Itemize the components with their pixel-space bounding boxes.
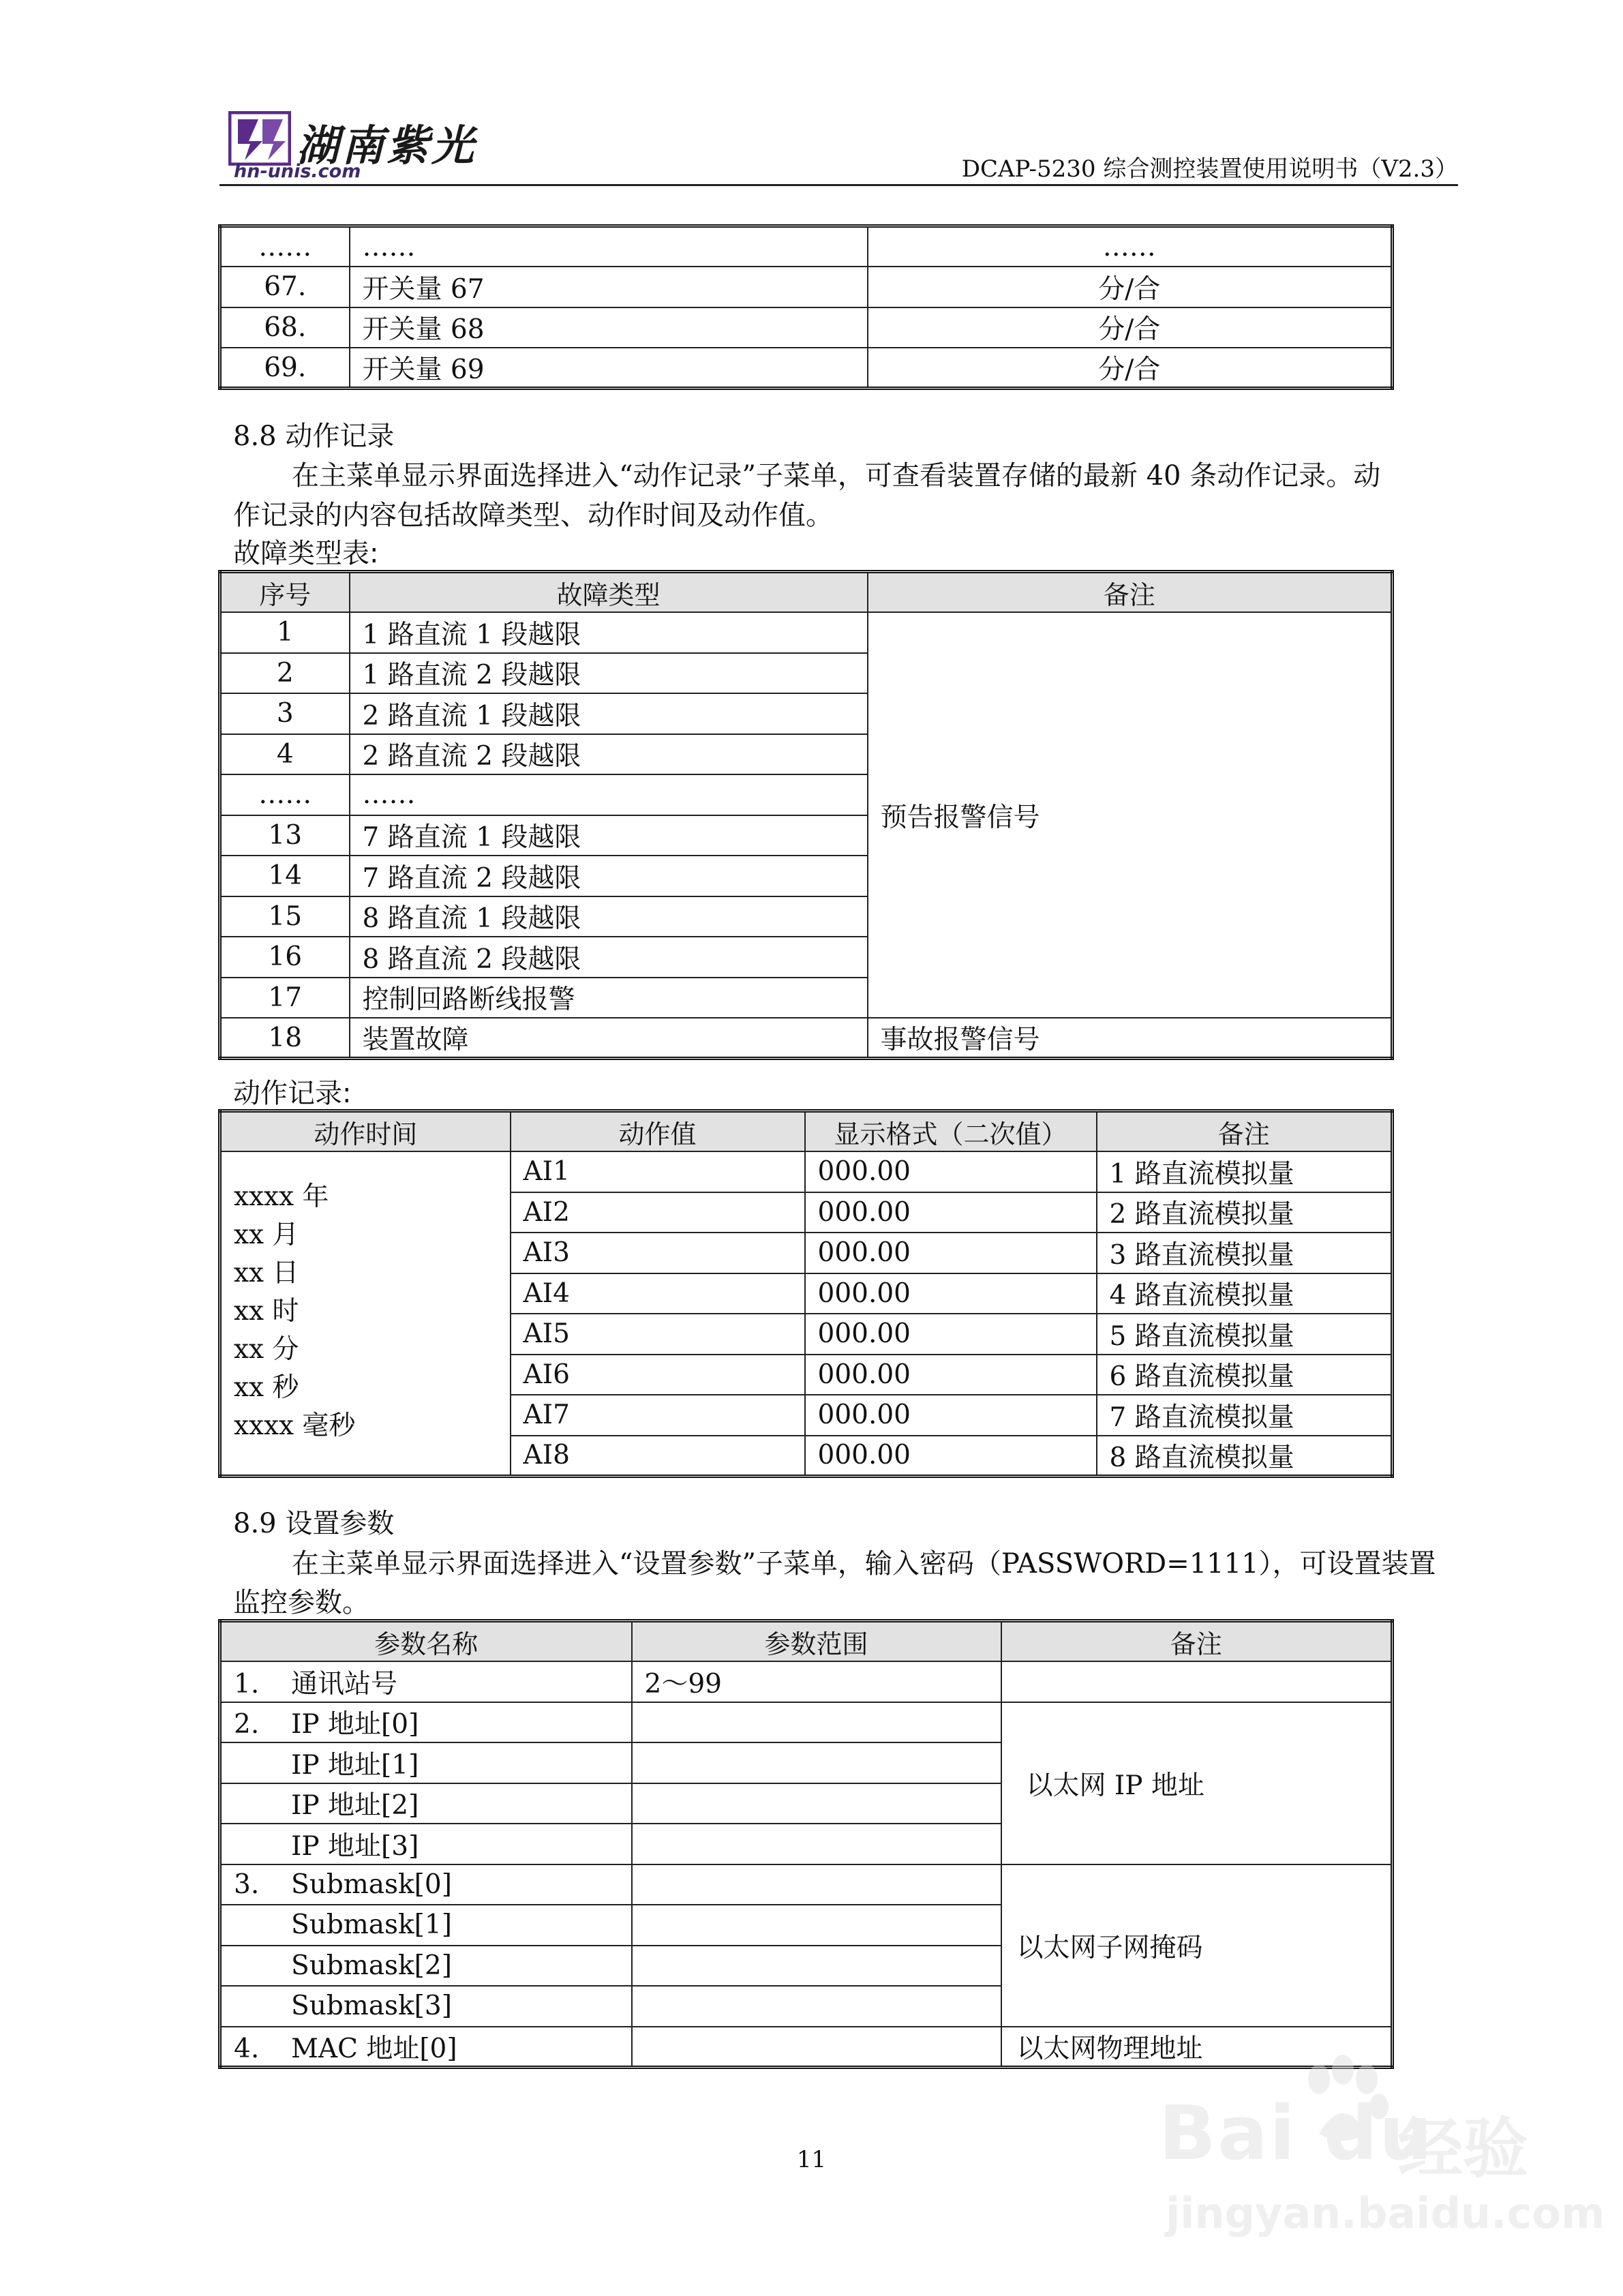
section-heading-8-8: 8.8 动作记录 (233, 421, 395, 452)
row-number-cell: …… (220, 226, 350, 267)
fault-type-cell: 2 路直流 1 段越限 (350, 693, 868, 734)
action-table-label: 动作记录: (233, 1078, 352, 1109)
param-range-cell (632, 1824, 1001, 1864)
action-note-cell: 4 路直流模拟量 (1097, 1273, 1393, 1314)
row-number-cell: 67. (220, 267, 350, 307)
section-heading-text: 设置参数 (285, 1508, 395, 1539)
param-name-cell: 1. 通讯站号 (220, 1661, 632, 1702)
row-name-cell: 开关量 69 (350, 348, 868, 389)
parameter-table (218, 1619, 1394, 2069)
action-note-cell: 3 路直流模拟量 (1097, 1233, 1393, 1273)
time-field-line: xxxx 毫秒 (234, 1410, 356, 1441)
fault-table-label: 故障类型表: (233, 538, 379, 569)
row-state-cell: 分/合 (868, 348, 1393, 389)
switch-table-body (220, 226, 1393, 389)
fault-type-cell: 8 路直流 2 段越限 (350, 937, 868, 978)
action-note-cell: 5 路直流模拟量 (1097, 1314, 1393, 1355)
display-format-cell: 000.00 (805, 1192, 1097, 1233)
param-name-cell: Submask[3] (220, 1986, 632, 2027)
row-name-cell: 开关量 68 (350, 307, 868, 348)
param-note-cell: 以太网子网掩码 (1001, 1864, 1393, 2027)
fault-note-cell: 事故报警信号 (868, 1018, 1393, 1059)
section-heading-text: 动作记录 (285, 421, 395, 452)
param-range-cell (632, 1742, 1001, 1783)
fault-number-cell: 14 (220, 856, 350, 896)
document-title: DCAP-5230 综合测控装置使用说明书（V2.3） (961, 155, 1458, 183)
action-value-cell: AI2 (511, 1192, 805, 1233)
paragraph-line: 在主菜单显示界面选择进入“动作记录”子菜单，可查看装置存储的最新 40 条动作记录。动 (292, 460, 1381, 492)
param-range-cell (632, 1986, 1001, 2027)
action-note-cell: 1 路直流模拟量 (1097, 1151, 1393, 1192)
param-name-cell: IP 地址[3] (220, 1824, 632, 1864)
fault-type-cell: 1 路直流 2 段越限 (350, 653, 868, 694)
param-range-cell (632, 2027, 1001, 2068)
column-header: 参数范围 (632, 1621, 1001, 1662)
fault-number-cell: 18 (220, 1018, 350, 1059)
company-name: 湖南紫光 (297, 121, 477, 170)
param-note-cell (1001, 1661, 1393, 1702)
fault-number-cell: 3 (220, 693, 350, 734)
fault-type-table (218, 570, 1394, 1060)
baidu-watermark (1159, 2052, 1605, 2256)
fault-type-cell: 1 路直流 1 段越限 (350, 612, 868, 653)
paragraph-line: 作记录的内容包括故障类型、动作时间及动作值。 (233, 500, 833, 531)
fault-type-cell: 2 路直流 2 段越限 (350, 734, 868, 775)
fault-number-cell: 13 (220, 815, 350, 856)
column-header: 备注 (868, 572, 1393, 613)
column-header: 显示格式（二次值） (805, 1111, 1097, 1152)
column-header: 参数名称 (220, 1621, 632, 1662)
fault-number-cell: 16 (220, 937, 350, 978)
section-heading-8-9: 8.9 设置参数 (233, 1508, 395, 1539)
display-format-cell: 000.00 (805, 1314, 1097, 1355)
display-format-cell: 000.00 (805, 1233, 1097, 1273)
display-format-cell: 000.00 (805, 1395, 1097, 1436)
param-range-cell (632, 1905, 1001, 1946)
fault-type-cell: 控制回路断线报警 (350, 978, 868, 1018)
table-row (220, 1702, 1393, 1743)
table-row (220, 1661, 1393, 1702)
row-name-cell: …… (350, 226, 868, 267)
display-format-cell: 000.00 (805, 1273, 1097, 1314)
switch-table (218, 224, 1394, 390)
fault-number-cell: 15 (220, 896, 350, 937)
action-value-cell: AI8 (511, 1436, 805, 1477)
paragraph-line: 监控参数。 (233, 1587, 369, 1618)
action-value-cell: AI6 (511, 1355, 805, 1395)
time-field-line: xx 月 (234, 1220, 299, 1250)
column-header: 序号 (220, 572, 350, 613)
table-row (220, 267, 1393, 307)
table-row (220, 612, 1393, 653)
page-number: 11 (796, 2146, 827, 2173)
row-state-cell: …… (868, 226, 1393, 267)
column-header: 备注 (1001, 1621, 1393, 1662)
action-value-cell: AI5 (511, 1314, 805, 1355)
fault-number-cell: 4 (220, 734, 350, 775)
action-value-cell: AI1 (511, 1151, 805, 1192)
column-header: 动作时间 (220, 1111, 511, 1152)
param-name-cell: 4. MAC 地址[0] (220, 2027, 632, 2068)
table-row (220, 1018, 1393, 1059)
display-format-cell: 000.00 (805, 1436, 1097, 1477)
action-value-cell: AI4 (511, 1273, 805, 1314)
company-domain: hn-unis.com (234, 161, 361, 182)
company-logo (228, 108, 477, 183)
action-note-cell: 8 路直流模拟量 (1097, 1436, 1393, 1477)
param-name-cell: Submask[2] (220, 1946, 632, 1987)
row-number-cell: 68. (220, 307, 350, 348)
fault-type-cell: 装置故障 (350, 1018, 868, 1059)
display-format-cell: 000.00 (805, 1151, 1097, 1192)
param-range-cell (632, 1864, 1001, 1905)
watermark-logo: Bai du (1159, 2089, 1434, 2177)
param-range-cell (632, 1783, 1001, 1824)
action-time-cell (220, 1151, 511, 1476)
fault-number-cell: 2 (220, 653, 350, 694)
action-value-cell: AI7 (511, 1395, 805, 1436)
action-note-cell: 6 路直流模拟量 (1097, 1355, 1393, 1395)
action-note-cell: 7 路直流模拟量 (1097, 1395, 1393, 1436)
time-field-line: xx 秒 (234, 1372, 299, 1403)
action-note-cell: 2 路直流模拟量 (1097, 1192, 1393, 1233)
table-row (220, 1864, 1393, 1905)
action-table-body (220, 1151, 1393, 1476)
fault-type-cell: 8 路直流 1 段越限 (350, 896, 868, 937)
display-format-cell: 000.00 (805, 1355, 1097, 1395)
watermark-url: jingyan.baidu.com (1166, 2188, 1605, 2238)
company-logo-icon (228, 111, 291, 166)
fault-type-cell: 7 路直流 2 段越限 (350, 856, 868, 896)
watermark-text: 经验 (1397, 2111, 1528, 2187)
time-field-line: xx 分 (234, 1334, 299, 1365)
row-state-cell: 分/合 (868, 307, 1393, 348)
column-header: 故障类型 (350, 572, 868, 613)
param-name-cell: 2. IP 地址[0] (220, 1702, 632, 1743)
param-name-cell: IP 地址[1] (220, 1742, 632, 1783)
time-field-line: xx 日 (234, 1258, 299, 1288)
fault-type-cell: …… (350, 774, 868, 815)
parameter-table-body (220, 1661, 1393, 2067)
table-row (220, 1151, 1393, 1192)
param-name-cell: 3. Submask[0] (220, 1864, 632, 1905)
fault-table-body (220, 612, 1393, 1059)
time-field-line: xx 时 (234, 1296, 299, 1327)
row-number-cell: 69. (220, 348, 350, 389)
action-value-cell: AI3 (511, 1233, 805, 1273)
param-range-cell (632, 1946, 1001, 1987)
param-name-cell: Submask[1] (220, 1905, 632, 1946)
time-field-line: xxxx 年 (234, 1181, 329, 1212)
param-name-cell: IP 地址[2] (220, 1783, 632, 1824)
param-range-cell (632, 1702, 1001, 1743)
table-row (220, 348, 1393, 389)
action-record-table (218, 1109, 1394, 1478)
param-note-cell: 以太网物理地址 (1001, 2027, 1393, 2068)
table-row (220, 307, 1393, 348)
fault-type-cell: 7 路直流 1 段越限 (350, 815, 868, 856)
paragraph-line: 在主菜单显示界面选择进入“设置参数”子菜单，输入密码（PASSWORD=1111），可设置装置 (292, 1548, 1436, 1580)
row-name-cell: 开关量 67 (350, 267, 868, 307)
fault-note-cell: 预告报警信号 (868, 612, 1393, 1018)
table-row (220, 226, 1393, 267)
row-state-cell: 分/合 (868, 267, 1393, 307)
fault-number-cell: 17 (220, 978, 350, 1018)
param-note-cell: 以太网 IP 地址 (1001, 1702, 1393, 1864)
fault-number-cell: …… (220, 774, 350, 815)
column-header: 动作值 (511, 1111, 805, 1152)
column-header: 备注 (1097, 1111, 1393, 1152)
header-divider (219, 184, 1458, 186)
fault-number-cell: 1 (220, 612, 350, 653)
param-range-cell: 2～99 (632, 1661, 1001, 1702)
